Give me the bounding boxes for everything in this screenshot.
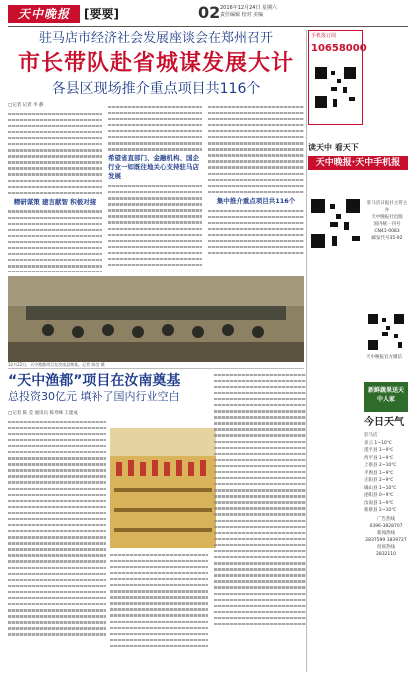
dateline [220,5,300,19]
contact-number: 2832110 [375,552,397,557]
subscribe-label: 手机报订阅 [311,33,337,39]
lead-photo [8,276,304,362]
masthead-logo: 天中晚报 [8,5,80,23]
column-rule [306,30,307,672]
meeting-photo-image [8,276,304,362]
weather-row: 确山县 1~10℃ [364,485,397,491]
weather-row: 上蔡县 2~10℃ [364,463,397,468]
lead-subhead-right: 集中推介重点项目共116个 [216,196,296,205]
weather-row: 泌阳县 0~9℃ [364,493,394,498]
groundbreaking-photo-image [110,428,216,548]
contact-label: 投诉热线 [377,545,395,550]
section-label: [要要] [84,7,119,21]
weather-row: 平舆县 1~9℃ [364,470,394,476]
story2-column-3 [214,370,306,672]
story2-column-2 [110,550,208,672]
weather-title: 今日天气 [364,417,404,428]
publisher-line: CN41-0083 [374,229,400,234]
publisher-line: 国内统一刊号 [373,222,401,227]
weather-row: 驻马店 [364,433,378,438]
story2-column-1 [8,410,106,672]
wechat-qr-icon [366,312,406,352]
story2-photo [110,428,216,548]
contact-label: 广告热线 [377,517,395,522]
rail-banner: 天中晚报·天中手机报 [308,156,408,170]
page-number: 02 [198,3,221,22]
rail-slogan: 读天中 看天下 [308,143,359,152]
lead-subhead-middle: 希望省直部门、金融机构、国企行业一如既往地关心支持驻马店发展 [108,154,199,181]
lead-column-3 [208,102,304,272]
dateline-date: 2016年12月24日 星期六 [220,5,278,11]
lead-column-2 [108,102,202,272]
story2-subheadline: 总投资30亿元 填补了国内行业空白 [8,390,180,403]
publisher-info [366,200,408,242]
weather-row: 西平县 1~9℃ [364,455,394,461]
right-rail [308,30,408,677]
publisher-line: 天中晚报社出版 [371,215,403,220]
story2-byline: □记者 陈 莹 通讯员 陈寿峰 王建成 [8,411,78,416]
subscribe-number: 10658000 [311,43,367,54]
lead-subhead-left: 精研谋策 建言献智 积极对接 [13,197,97,206]
mobile-subscribe-box [308,30,367,125]
weather-row: 汝南县 1~9℃ [364,500,394,506]
header-rule [8,26,408,27]
publisher-line: 邮发代号35-92 [371,236,403,241]
weather-row: 多云 1~10℃ [364,440,392,446]
rail-brand [308,142,408,168]
contact-info [364,516,408,558]
lead-photo-caption: 12月22日，天中渔都项目在汝南县奠基。记者 陈莹 摄 [8,362,105,367]
lead-subheadline: 各县区现场推介重点项目共116个 [51,81,261,97]
lead-column-1 [8,102,102,272]
lead-byline: □记者 记者 李 静 [8,103,44,108]
contact-number: 0396-3828707 [369,524,403,529]
publisher-line: 驻马店日报社主管主办 [366,201,408,213]
weather-row: 遂平县 1~9℃ [364,448,394,453]
weather-row: 新蔡县 2~10℃ [364,508,397,513]
story-divider [8,368,304,369]
contact-label: 新闻热线 [377,531,395,536]
contact-number: 2837599 3839727 [365,538,407,543]
rail-ad-text: 新鲜蔬果送天中人家 [367,387,404,403]
weather-row: 正阳县 2~9℃ [364,478,394,483]
qr-code-icon [313,65,358,110]
weather-list [364,432,408,515]
qr-code-icon [308,196,363,251]
story2-headline: “天中渔都”项目在汝南奠基 [8,373,181,389]
dateline-editors: 责任编辑 校对 美编 [220,12,264,18]
lead-kicker: 驻马店市经济社会发展座谈会在郑州召开 [38,31,273,46]
wechat-label: 天中晚报官方微信 [366,355,402,360]
lead-headline: 市长带队赴省城谋发展大计 [17,51,294,76]
